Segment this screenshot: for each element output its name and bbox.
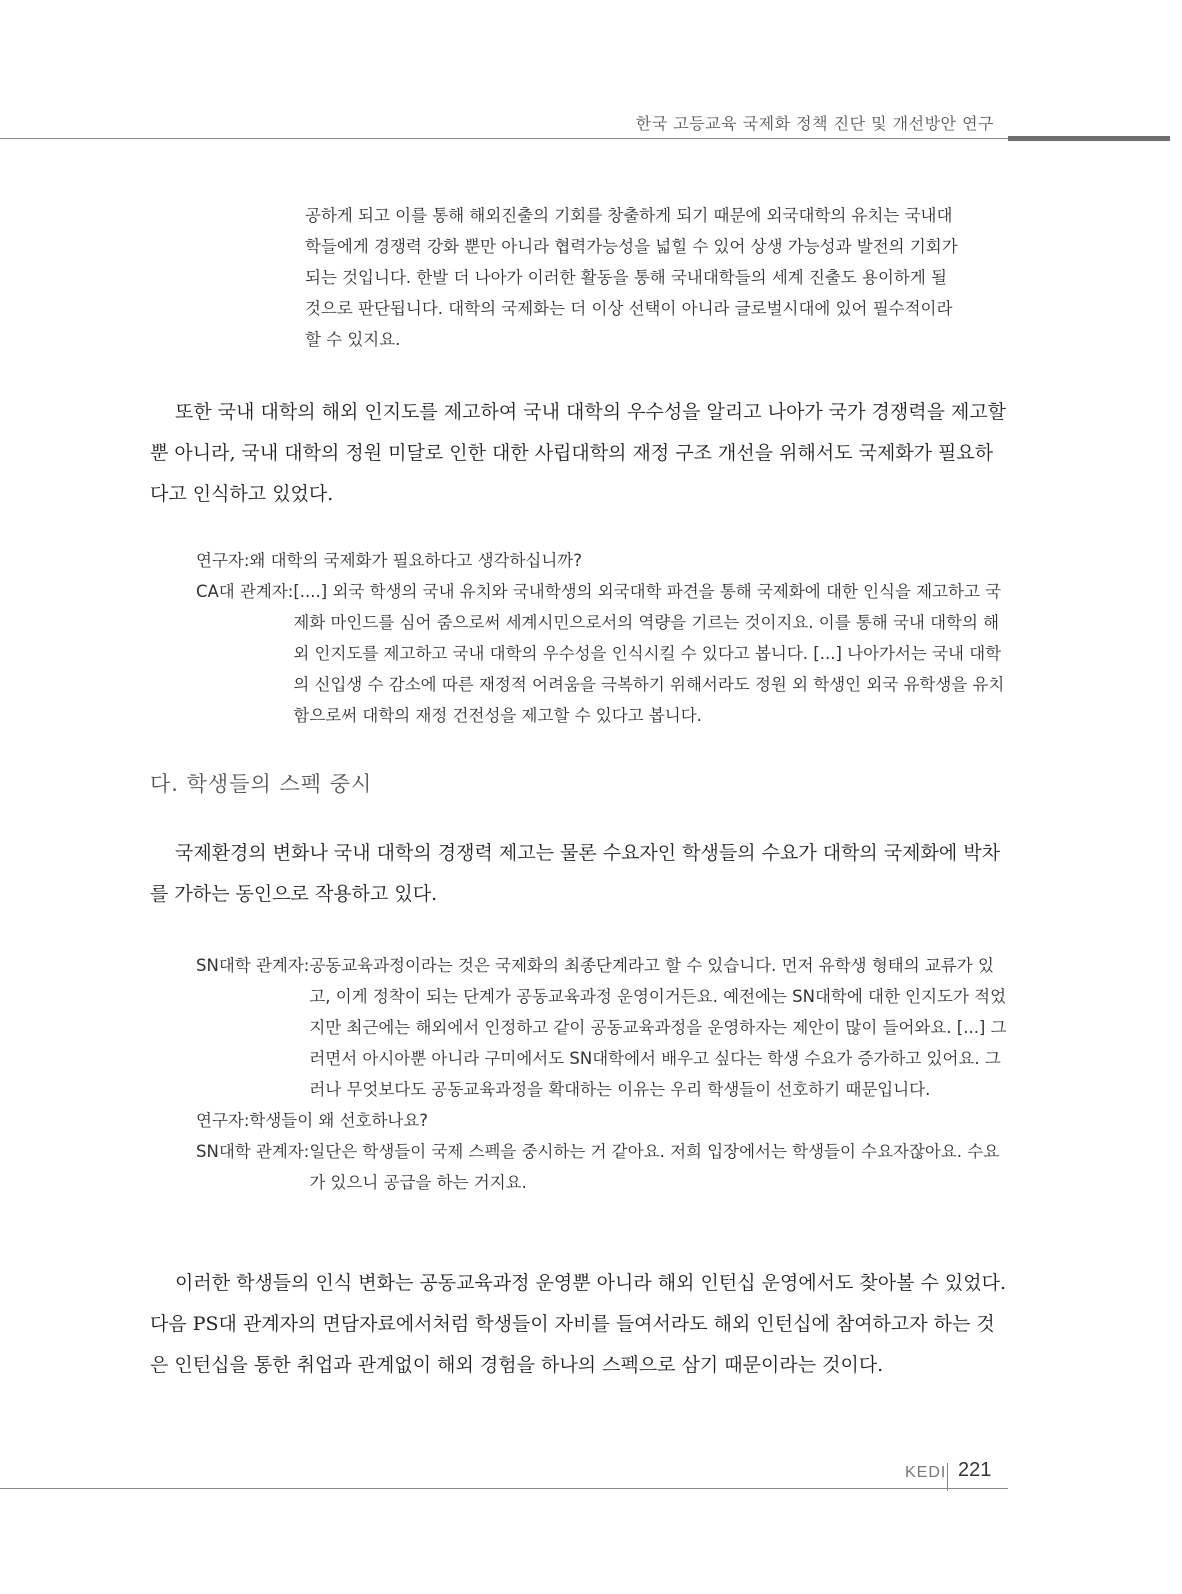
interview-excerpt bbox=[196, 545, 1008, 731]
footer-divider bbox=[947, 1463, 948, 1491]
body-paragraph: 이러한 학생들의 인식 변화는 공동교육과정 운영뿐 아니라 해외 인턴십 운영에서도 찾아볼 수 있었다. 다음 PS대 관계자의 면담자료에서처럼 학생들이 자비를 들여서라도 해외 인턴십에 참여하고자 하는 것은 인턴십을 통한 취업과 관계없이 해외 경험을 하나의 스펙으로 삼기 때문이라는 것이다. bbox=[150, 1272, 1007, 1376]
quote-line: 되는 것입니다. 한발 더 나아가 이러한 활동을 통해 국내대학들의 세계 진출도 용이하게 될 bbox=[305, 268, 947, 287]
interview-turn bbox=[196, 950, 1008, 1105]
section-heading: 다. 학생들의 스펙 중시 bbox=[150, 772, 373, 796]
speaker-label: 연구자: bbox=[196, 1111, 250, 1130]
body-paragraph: 또한 국내 대학의 해외 인지도를 제고하여 국내 대학의 우수성을 알리고 나아가 국가 경쟁력을 제고할 뿐 아니라, 국내 대학의 정원 미달로 인한 대한 사립대학의 재정 구조 개선을 위해서도 국제화가 필요하다고 인식하고 있었다. bbox=[150, 401, 1007, 505]
footer-rule bbox=[0, 1488, 1008, 1489]
interview-turn bbox=[196, 545, 1008, 576]
speaker-label: SN대학 관계자: bbox=[196, 1142, 310, 1161]
footer-brand: KEDI bbox=[905, 1464, 947, 1481]
body-paragraph: 국제환경의 변화나 국내 대학의 경쟁력 제고는 물론 수요자인 학생들의 수요가 대학의 국제화에 박차를 가하는 동인으로 작용하고 있다. bbox=[150, 842, 1000, 905]
page-number: 221 bbox=[958, 1459, 992, 1481]
interview-excerpt bbox=[196, 950, 1008, 1198]
quote-line: 공하게 되고 이를 통해 해외진출의 기회를 창출하게 되기 때문에 외국대학의 유치는 국내대 bbox=[305, 206, 953, 225]
interview-turn bbox=[196, 1105, 1008, 1136]
quote-line: 것으로 판단됩니다. 대학의 국제화는 더 이상 선택이 아니라 글로벌시대에 있어 필수적이라 bbox=[305, 299, 953, 318]
speaker-label: 연구자: bbox=[196, 551, 250, 570]
utterance: 일단은 학생들이 국제 스펙을 중시하는 거 같아요. 저희 입장에서는 학생들이 수요자잖아요. 수요가 있으니 공급을 하는 거지요. bbox=[309, 1142, 1000, 1192]
running-title: 한국 고등교육 국제화 정책 진단 및 개선방안 연구 bbox=[635, 114, 994, 133]
header-rule bbox=[0, 138, 1008, 139]
interview-turn bbox=[196, 1136, 1008, 1198]
utterance: 학생들이 왜 선호하나요? bbox=[249, 1111, 429, 1130]
speaker-label: CA대 관계자: bbox=[196, 582, 294, 601]
running-header bbox=[0, 0, 1182, 140]
quote-line: 할 수 있지요. bbox=[305, 330, 401, 349]
interview-turn bbox=[196, 576, 1008, 731]
utterance: [....] 외국 학생의 국내 유치와 국내학생의 외국대학 파견을 통해 국제화에 대한 인식을 제고하고 국제화 마인드를 심어 줌으로써 세계시민으로서의 역량을 기르는 것이지요. 이를 통해 국내 대학의 해외 인지도를 제고하고 국내 대학의 우수성을 인식시킬 수 있다고 봅니다. [...] 나아가서는 국내 대학의 신입생 수 감소에 따른 재정적 어려움을 극복하기 위해서라도 정원 외 학생인 외국 유학생을 유치함으로써 대학의 재정 건전성을 제고할 수 있다고 봅니다. bbox=[293, 582, 1005, 725]
header-rule-accent bbox=[1008, 136, 1170, 141]
speaker-label: SN대학 관계자: bbox=[196, 956, 310, 975]
quote-continuation bbox=[305, 200, 1005, 355]
quote-line: 학들에게 경쟁력 강화 뿐만 아니라 협력가능성을 넓힐 수 있어 상생 가능성과 발전의 기회가 bbox=[305, 237, 958, 256]
utterance: 공동교육과정이라는 것은 국제화의 최종단계라고 할 수 있습니다. 먼저 유학생 형태의 교류가 있고, 이게 정착이 되는 단계가 공동교육과정 운영이거든요. 예전에는 SN대학에 대한 인지도가 적었지만 최근에는 해외에서 인정하고 같이 공동교육과정을 운영하자는 제안이 많이 들어와요. [...] 그러면서 아시아뿐 아니라 구미에서도 SN대학에서 배우고 싶다는 학생 수요가 증가하고 있어요. 그러나 무엇보다도 공동교육과정을 확대하는 이유는 우리 학생들이 선호하기 때문입니다. bbox=[309, 956, 1007, 1099]
utterance: 왜 대학의 국제화가 필요하다고 생각하십니까? bbox=[249, 551, 582, 570]
